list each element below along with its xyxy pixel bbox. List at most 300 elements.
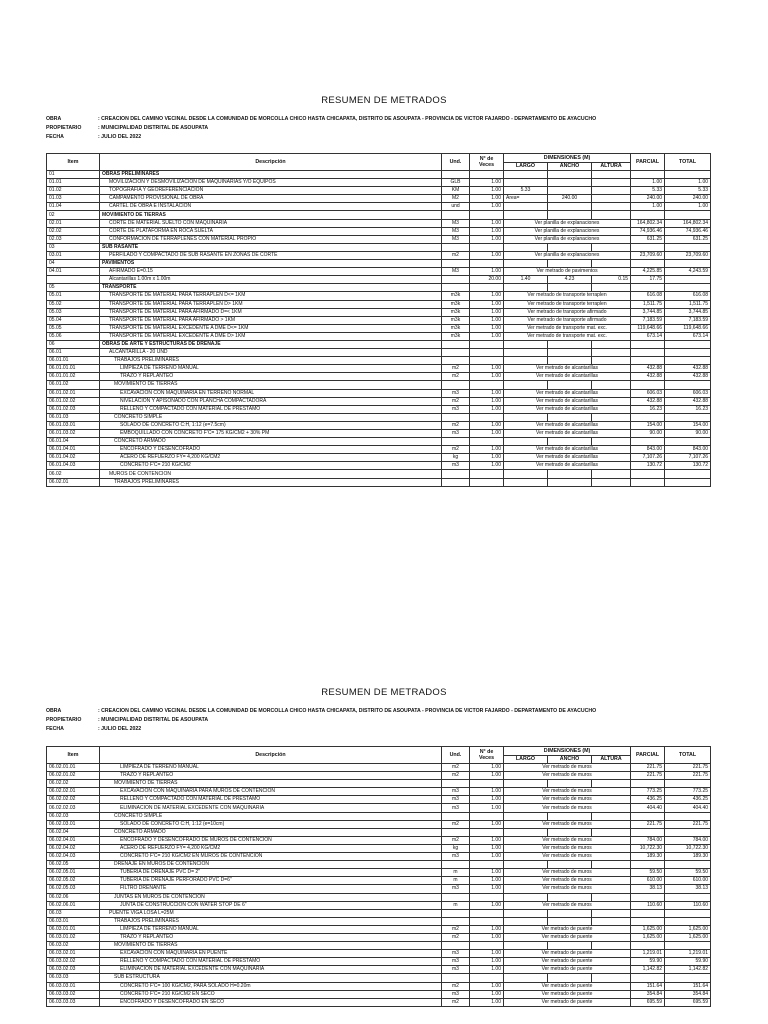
cell-und: m3k [442, 324, 470, 332]
table-row [47, 901, 711, 909]
cell-veces [470, 211, 504, 219]
cell-altura [592, 243, 631, 251]
table-row [47, 836, 711, 844]
cell-descripcion: NIVELACION Y APISONADO CON PLANCHA COMPACTADORA [100, 397, 442, 405]
cell-altura [592, 381, 631, 389]
cell-descripcion: TRANSPORTE DE MATERIAL EXCEDENTE A DME D<= 1KM [100, 324, 442, 332]
cell-total: 130.72 [665, 462, 711, 470]
cell-descripcion: JUNTAS EN MUROS DE CONTENCION [100, 893, 442, 901]
cell-und: m3 [442, 796, 470, 804]
cell-item: 02.01 [47, 219, 100, 227]
cell-parcial: 221.75 [631, 820, 665, 828]
cell-parcial [631, 828, 665, 836]
table-row [47, 268, 711, 276]
cell-ancho [548, 438, 592, 446]
cell-ancho [548, 974, 592, 982]
cell-ancho [548, 243, 592, 251]
table-row [47, 925, 711, 933]
table-row [47, 381, 711, 389]
col-total: TOTAL [665, 747, 711, 764]
cell-parcial [631, 909, 665, 917]
cell-largo [504, 203, 548, 211]
cell-veces [470, 243, 504, 251]
cell-descripcion: MOVILIZACION Y DESMOVILIZACION DE MAQUINARIAS Y/O EQUIPOS [100, 179, 442, 187]
table-row [47, 227, 711, 235]
cell-item: 06.03.02.02 [47, 958, 100, 966]
cell-veces [470, 260, 504, 268]
cell-ancho [548, 861, 592, 869]
cell-veces: 1.00 [470, 998, 504, 1006]
table-row [47, 853, 711, 861]
cell-note: Ver metrado de alcantarillas [504, 389, 631, 397]
table-row [47, 933, 711, 941]
cell-und [442, 478, 470, 486]
table-body [47, 171, 711, 487]
table-row [47, 844, 711, 852]
cell-parcial: 59.50 [631, 869, 665, 877]
cell-item: 06.02.04.01 [47, 836, 100, 844]
cell-parcial: 154.00 [631, 421, 665, 429]
cell-und [442, 260, 470, 268]
cell-altura [592, 470, 631, 478]
cell-largo: 1.40 [504, 276, 548, 284]
cell-parcial: 843.00 [631, 446, 665, 454]
cell-item: 06.01.02.03 [47, 405, 100, 413]
cell-und [442, 171, 470, 179]
cell-item: 04 [47, 260, 100, 268]
page-title: RESUMEN DE METRADOS [321, 687, 447, 698]
cell-und: m3k [442, 308, 470, 316]
cell-altura [592, 179, 631, 187]
cell-veces: 1.00 [470, 219, 504, 227]
cell-parcial [631, 893, 665, 901]
table-row [47, 332, 711, 340]
cell-note: Ver metrado de transporte afirmado [504, 316, 631, 324]
cell-item: 02 [47, 211, 100, 219]
cell-total: 154.00 [665, 421, 711, 429]
cell-parcial [631, 349, 665, 357]
col-ancho: ANCHO [548, 163, 592, 171]
cell-descripcion: EXCAVACION CON MAQUINARIA EN TERRENO NORMAL [100, 389, 442, 397]
cell-largo [504, 478, 548, 486]
cell-altura [592, 909, 631, 917]
table-row [47, 478, 711, 486]
cell-veces: 1.00 [470, 796, 504, 804]
cell-note: Ver metrado de puente [504, 925, 631, 933]
col-dimensiones: DIMENSIONES (M) [504, 154, 631, 163]
cell-descripcion: TRANSPORTE DE MATERIAL EXCEDENTE A DME D> 1KM [100, 332, 442, 340]
cell-note: Ver metrado de muros [504, 869, 631, 877]
cell-und: kg [442, 844, 470, 852]
cell-item: 06.01.01.02 [47, 373, 100, 381]
cell-altura [592, 284, 631, 292]
cell-total: 695.59 [665, 998, 711, 1006]
table-row [47, 235, 711, 243]
cell-veces: 1.00 [470, 804, 504, 812]
cell-descripcion: MOVIMIENTO DE TIERRAS [100, 381, 442, 389]
cell-altura [592, 260, 631, 268]
cell-parcial: 673.14 [631, 332, 665, 340]
cell-ancho [548, 917, 592, 925]
cell-total: 7,183.59 [665, 316, 711, 324]
cell-parcial: 7,107.26 [631, 454, 665, 462]
cell-note: Ver planilla de explanaciones [504, 227, 631, 235]
cell-item: 06.02.04.02 [47, 844, 100, 852]
cell-parcial: 432.88 [631, 373, 665, 381]
cell-total: 151.64 [665, 982, 711, 990]
cell-total: 606.03 [665, 389, 711, 397]
cell-total [665, 340, 711, 348]
cell-und: m3 [442, 885, 470, 893]
cell-veces: 1.00 [470, 853, 504, 861]
col-largo: LARGO [504, 163, 548, 171]
cell-descripcion: CAMPAMENTO PROVISIONAL DE OBRA [100, 195, 442, 203]
cell-und [442, 381, 470, 389]
cell-parcial [631, 942, 665, 950]
cell-veces: 1.00 [470, 332, 504, 340]
cell-und: m3 [442, 966, 470, 974]
cell-und: M3 [442, 219, 470, 227]
cell-descripcion: CONCRETO F'C= 210 KG/CM2 EN MUROS DE CONTENCION [100, 853, 442, 861]
cell-note: Ver metrado de alcantarillas [504, 462, 631, 470]
cell-parcial: 1,142.82 [631, 966, 665, 974]
cell-item: 06.02.02 [47, 780, 100, 788]
project-meta [46, 707, 596, 734]
cell-und: m2 [442, 251, 470, 259]
cell-item: 02.03 [47, 235, 100, 243]
cell-ancho: 4.23 [548, 276, 592, 284]
cell-total: 354.84 [665, 990, 711, 998]
cell-descripcion: PUENTE VIGA LOSA L=25M [100, 909, 442, 917]
cell-total: 164,802.34 [665, 219, 711, 227]
table-row [47, 292, 711, 300]
cell-veces: 1.00 [470, 292, 504, 300]
cell-total: 7,107.26 [665, 454, 711, 462]
cell-und: m3 [442, 950, 470, 958]
table-row [47, 796, 711, 804]
cell-veces: 1.00 [470, 950, 504, 958]
cell-item: 06.01.02.01 [47, 389, 100, 397]
cell-veces [470, 357, 504, 365]
table-row [47, 828, 711, 836]
cell-note: Ver metrado de pavimentos [504, 268, 631, 276]
cell-descripcion: EXCAVACION CON MAQUINARIA EN PUENTE [100, 950, 442, 958]
col-ancho: ANCHO [548, 756, 592, 764]
cell-total: 1,219.01 [665, 950, 711, 958]
cell-descripcion: TRANSPORTE DE MATERIAL PARA AFIRMADO D=< 1KM [100, 308, 442, 316]
cell-total: 119,648.66 [665, 324, 711, 332]
cell-total: 240.00 [665, 195, 711, 203]
cell-total [665, 349, 711, 357]
cell-item: 06.03.03.02 [47, 990, 100, 998]
cell-total: 610.00 [665, 877, 711, 885]
cell-parcial: 1,511.75 [631, 300, 665, 308]
cell-note: Ver metrado de transporte mat. exc. [504, 324, 631, 332]
cell-descripcion: ELIMINACION DE MATERIAL EXCEDENTE CON MAQUINARIA [100, 804, 442, 812]
cell-altura [592, 861, 631, 869]
table-row [47, 462, 711, 470]
cell-total: 843.00 [665, 446, 711, 454]
cell-ancho [548, 942, 592, 950]
cell-largo [504, 893, 548, 901]
table-row [47, 349, 711, 357]
cell-veces [470, 812, 504, 820]
cell-und: m2 [442, 982, 470, 990]
table-header [47, 154, 711, 171]
cell-und: m3 [442, 804, 470, 812]
cell-veces [470, 381, 504, 389]
cell-parcial [631, 438, 665, 446]
cell-descripcion: CONCRETO ARMADO [100, 438, 442, 446]
cell-total [665, 381, 711, 389]
cell-altura [592, 211, 631, 219]
cell-ancho [548, 828, 592, 836]
cell-item: 01.02 [47, 187, 100, 195]
table-row [47, 421, 711, 429]
cell-parcial: 1,625.00 [631, 925, 665, 933]
cell-parcial: 10,722.30 [631, 844, 665, 852]
cell-und: m2 [442, 365, 470, 373]
cell-parcial [631, 171, 665, 179]
cell-descripcion: AFIRMADO E=0.15 [100, 268, 442, 276]
cell-veces [470, 974, 504, 982]
cell-largo [504, 780, 548, 788]
cell-item [47, 276, 100, 284]
table-row [47, 877, 711, 885]
cell-altura: 0.15 [592, 276, 631, 284]
table-row [47, 308, 711, 316]
cell-descripcion: ENCOFRADO Y DESENCOFRADO EN SECO [100, 998, 442, 1006]
cell-item: 06.01.04.01 [47, 446, 100, 454]
table-row [47, 171, 711, 179]
cell-total: 16.23 [665, 405, 711, 413]
table-row [47, 397, 711, 405]
table-row [47, 788, 711, 796]
cell-parcial: 130.72 [631, 462, 665, 470]
cell-descripcion: MOVIMIENTO DE TIERRAS [100, 942, 442, 950]
cell-item: 06.01.03.01 [47, 421, 100, 429]
cell-parcial: 221.75 [631, 764, 665, 772]
cell-item: 06.03.03 [47, 974, 100, 982]
cell-veces [470, 893, 504, 901]
cell-veces [470, 942, 504, 950]
cell-note: Ver metrado de alcantarillas [504, 365, 631, 373]
cell-descripcion: MOVIMIENTO DE TIERRAS [100, 211, 442, 219]
cell-largo [504, 413, 548, 421]
cell-total [665, 260, 711, 268]
cell-total [665, 974, 711, 982]
cell-largo [504, 812, 548, 820]
cell-descripcion: TRABAJOS PRELIMINARES [100, 357, 442, 365]
cell-parcial [631, 861, 665, 869]
cell-veces: 1.00 [470, 966, 504, 974]
cell-veces: 1.00 [470, 454, 504, 462]
cell-und: m3 [442, 462, 470, 470]
cell-veces: 1.00 [470, 877, 504, 885]
cell-total: 1.00 [665, 179, 711, 187]
cell-parcial: 784.00 [631, 836, 665, 844]
cell-note: Ver metrado de muros [504, 836, 631, 844]
cell-ancho [548, 893, 592, 901]
cell-veces [470, 909, 504, 917]
cell-veces: 1.00 [470, 788, 504, 796]
cell-parcial: 164,802.34 [631, 219, 665, 227]
cell-total: 221.75 [665, 820, 711, 828]
cell-item: 05 [47, 284, 100, 292]
cell-item: 06.02.04 [47, 828, 100, 836]
cell-descripcion: ELIMINACION DE MATERIAL EXCEDENTE CON MAQUINARIA [100, 966, 442, 974]
cell-und [442, 861, 470, 869]
cell-total: 74,936.46 [665, 227, 711, 235]
cell-descripcion: LIMPIEZA DE TERRENO MANUAL [100, 764, 442, 772]
table-row [47, 438, 711, 446]
table-row [47, 772, 711, 780]
cell-parcial: 616.08 [631, 292, 665, 300]
cell-und [442, 942, 470, 950]
table-row [47, 373, 711, 381]
cell-veces: 1.00 [470, 446, 504, 454]
cell-descripcion: CORTE DE MATERIAL SUELTO CON MAQUINARIA [100, 219, 442, 227]
cell-und: m2 [442, 772, 470, 780]
cell-parcial [631, 413, 665, 421]
cell-largo [504, 470, 548, 478]
cell-und: m3 [442, 958, 470, 966]
cell-note: Ver metrado de transporte terraplen [504, 292, 631, 300]
cell-item: 03 [47, 243, 100, 251]
cell-altura [592, 893, 631, 901]
cell-veces: 1.00 [470, 195, 504, 203]
cell-item: 05.02 [47, 300, 100, 308]
cell-und: GLB [442, 179, 470, 187]
cell-item: 06.03.02 [47, 942, 100, 950]
cell-note: Ver metrado de muros [504, 804, 631, 812]
cell-descripcion: SUB RASANTE [100, 243, 442, 251]
cell-descripcion: TRABAJOS PRELIMINARES [100, 478, 442, 486]
table-row [47, 195, 711, 203]
cell-parcial: 189.30 [631, 853, 665, 861]
cell-parcial [631, 381, 665, 389]
cell-veces: 1.00 [470, 324, 504, 332]
cell-und: m3 [442, 788, 470, 796]
cell-largo [504, 357, 548, 365]
table-row [47, 869, 711, 877]
cell-total [665, 893, 711, 901]
cell-total: 432.88 [665, 365, 711, 373]
cell-ancho [548, 470, 592, 478]
cell-parcial: 4,225.85 [631, 268, 665, 276]
cell-note: Ver metrado de muros [504, 820, 631, 828]
cell-descripcion: CONCRETO SIMPLE [100, 413, 442, 421]
col-veces: N° de Veces [470, 747, 504, 764]
cell-descripcion: ENCOFRADO Y DESENCOFRADO [100, 446, 442, 454]
cell-veces: 1.00 [470, 316, 504, 324]
cell-ancho [548, 203, 592, 211]
cell-und: m3 [442, 430, 470, 438]
meta-obra: OBRA : CREACION DEL CAMINO VECINAL DESDE LA COMUNIDAD DE MORCOLLA CHICO HASTA CHICAPATA, DISTRITO DE ASOUPATA - PROVINCIA DE VICTOR FAJARDO - DEPARTAMENTO DE AYACUCHO [46, 116, 597, 122]
cell-largo [504, 438, 548, 446]
cell-und: m3k [442, 332, 470, 340]
cell-und [442, 276, 470, 284]
cell-veces: 1.00 [470, 235, 504, 243]
cell-item: 04.01 [47, 268, 100, 276]
cell-und: m2 [442, 820, 470, 828]
cell-veces: 1.00 [470, 203, 504, 211]
cell-item: 05.01 [47, 292, 100, 300]
cell-total [665, 812, 711, 820]
cell-note: Ver metrado de puente [504, 990, 631, 998]
cell-veces: 1.00 [470, 933, 504, 941]
cell-descripcion: CONCRETO F'C= 100 KG/CM2, PARA SOLADO H=0.20m [100, 982, 442, 990]
table-row [47, 430, 711, 438]
cell-und: m3 [442, 853, 470, 861]
cell-veces: 1.00 [470, 764, 504, 772]
cell-item: 06.03.01.01 [47, 925, 100, 933]
cell-total: 5.33 [665, 187, 711, 195]
cell-descripcion: SUB ESTRUCTURA [100, 974, 442, 982]
cell-item: 06.01.02 [47, 381, 100, 389]
cell-parcial [631, 974, 665, 982]
col-veces: N° de Veces [470, 154, 504, 171]
cell-und [442, 438, 470, 446]
col-descripcion: Descripción [100, 154, 442, 171]
cell-item: 06.02.05.03 [47, 885, 100, 893]
cell-parcial: 354.84 [631, 990, 665, 998]
cell-veces [470, 284, 504, 292]
table-row [47, 413, 711, 421]
cell-descripcion: SOLADO DE CONCRETO C:H, 1:12 (e=7.5cm) [100, 421, 442, 429]
cell-descripcion: PERFILADO Y COMPACTADO DE SUB RASANTE EN ZONAS DE CORTE [100, 251, 442, 259]
cell-altura [592, 974, 631, 982]
cell-descripcion: Alcantarillas 1.00m x 1.00m [100, 276, 442, 284]
cell-veces [470, 861, 504, 869]
table-row [47, 820, 711, 828]
cell-item: 06.01.01.01 [47, 365, 100, 373]
cell-altura [592, 917, 631, 925]
cell-note: Ver metrado de alcantarillas [504, 430, 631, 438]
cell-total: 3,744.85 [665, 308, 711, 316]
cell-veces: 1.00 [470, 772, 504, 780]
cell-descripcion: CONCRETO F'C= 210 KG/CM2 [100, 462, 442, 470]
cell-item: 06.03 [47, 909, 100, 917]
cell-descripcion: RELLENO Y COMPACTADO CON MATERIAL DE PRESTAMO [100, 958, 442, 966]
cell-ancho [548, 340, 592, 348]
cell-und [442, 812, 470, 820]
cell-veces: 1.00 [470, 820, 504, 828]
cell-parcial: 1,219.01 [631, 950, 665, 958]
col-item: Item [47, 747, 100, 764]
cell-parcial [631, 357, 665, 365]
cell-descripcion: CONFORMACION DE TERRAPLENES CON MATERIAL PROPIO [100, 235, 442, 243]
meta-obra: OBRA : CREACION DEL CAMINO VECINAL DESDE LA COMUNIDAD DE MORCOLLA CHICO HASTA CHICAPATA, DISTRITO DE ASOUPATA - PROVINCIA DE VICTOR FAJARDO - DEPARTAMENTO DE AYACUCHO [46, 708, 597, 714]
cell-total: 90.00 [665, 430, 711, 438]
cell-ancho [548, 381, 592, 389]
table-row [47, 260, 711, 268]
cell-note: Ver metrado de muros [504, 901, 631, 909]
cell-und [442, 243, 470, 251]
cell-parcial: 606.03 [631, 389, 665, 397]
cell-total [665, 470, 711, 478]
cell-descripcion: DRENAJE EN MUROS DE CONTENCION [100, 861, 442, 869]
cell-und [442, 828, 470, 836]
project-meta [46, 115, 596, 142]
cell-altura [592, 828, 631, 836]
cell-veces: 1.00 [470, 869, 504, 877]
cell-note: Ver planilla de explanaciones [504, 235, 631, 243]
cell-item: 06.03.02.01 [47, 950, 100, 958]
meta-propietario: PROPIETARIO : MUNICIPALIDAD DISTRITAL DE ASOUPATA [46, 125, 209, 131]
cell-note: Ver metrado de alcantarillas [504, 454, 631, 462]
table-row [47, 893, 711, 901]
